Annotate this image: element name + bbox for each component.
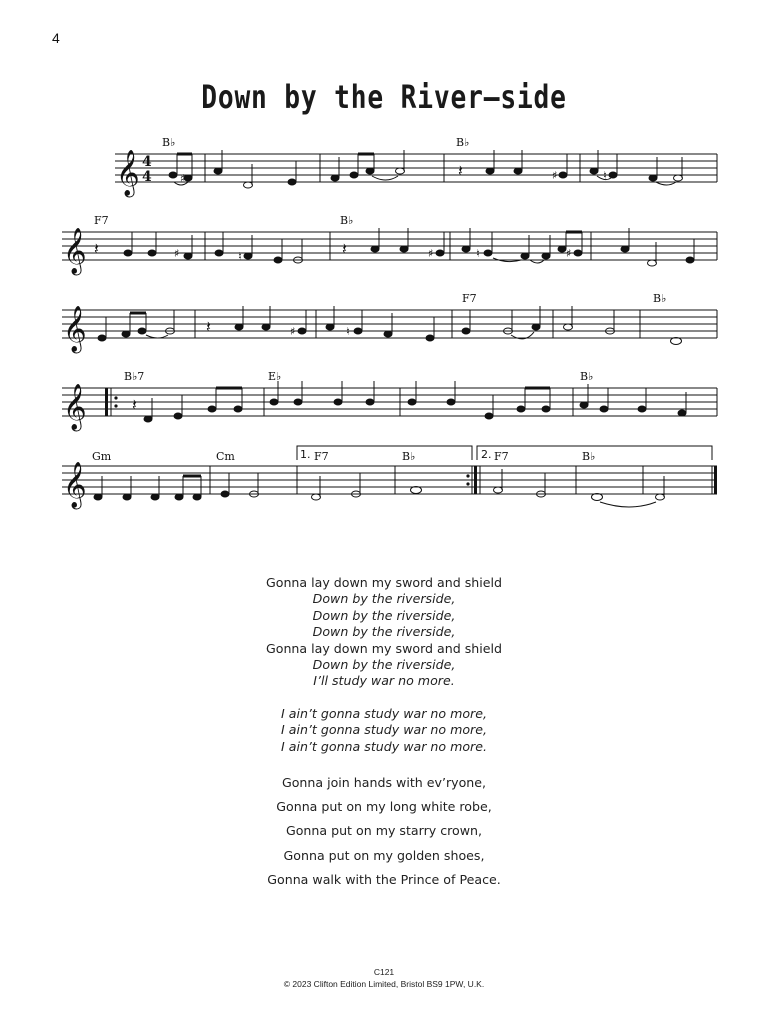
svg-text:♯: ♯ — [552, 169, 558, 182]
chord-symbol: Cm — [216, 450, 235, 463]
chord-symbol: F7 — [314, 450, 329, 463]
chord-symbol: F7 — [94, 214, 109, 227]
svg-text:♮: ♮ — [603, 169, 607, 182]
svg-text:♮: ♮ — [238, 250, 242, 263]
chord-symbol: B♭ — [582, 450, 596, 463]
lyric-line: Down by the riverside, — [312, 624, 456, 640]
lyric-line: Down by the riverside, — [312, 607, 456, 623]
lyric-line: I’ll study war no more. — [313, 673, 455, 689]
svg-text:𝄽: 𝄽 — [206, 317, 211, 336]
song-title: Down by the River–side — [201, 78, 567, 116]
lyric-line: Gonna lay down my sword and shield — [265, 575, 503, 590]
verse-line: Gonna put on my long white robe, — [276, 799, 492, 815]
svg-text:♯: ♯ — [566, 247, 572, 260]
chord-symbol: B♭7 — [124, 370, 145, 383]
svg-text:♯: ♯ — [174, 247, 180, 260]
verse-line: Gonna put on my golden shoes, — [283, 847, 485, 863]
verse-line: Gonna join hands with ev’ryone, — [281, 775, 487, 791]
page-number: 4 — [52, 30, 60, 46]
chorus-line: I ain’t gonna study war no more, — [281, 722, 487, 738]
treble-clef-icon: 𝄞 — [63, 462, 87, 508]
copyright-notice: © 2023 Clifton Edition Limited, Bristol BS9 1PW, U.K. — [283, 979, 485, 989]
chord-symbol: F7 — [462, 292, 477, 305]
chord-symbol: B♭ — [580, 370, 594, 383]
time-signature-icon — [142, 154, 152, 185]
lyric-line: Down by the riverside, — [312, 657, 456, 673]
chord-symbol: Gm — [92, 450, 112, 463]
svg-text:𝄽: 𝄽 — [458, 161, 463, 180]
lyrics — [184, 575, 584, 892]
verse-line: Gonna walk with the Prince of Peace. — [267, 871, 501, 887]
svg-text:♯: ♯ — [290, 325, 296, 338]
chord-symbol: B♭ — [653, 292, 667, 305]
chord-symbol: B♭ — [402, 450, 416, 463]
treble-clef-icon: 𝄞 — [63, 306, 87, 352]
svg-text:4: 4 — [142, 154, 152, 170]
footer — [0, 966, 768, 990]
chord-symbol: B♭ — [456, 136, 470, 149]
lyric-line: Down by the riverside, — [312, 591, 456, 607]
ending-label: 2. — [481, 448, 492, 461]
chord-symbol: F7 — [494, 450, 509, 463]
svg-text:𝄽: 𝄽 — [342, 239, 347, 258]
chord-symbol: B♭ — [340, 214, 354, 227]
notes — [94, 168, 694, 501]
treble-clef-icon: 𝄞 — [116, 150, 140, 196]
chorus-line: I ain’t gonna study war no more, — [281, 705, 487, 721]
publication-code: C121 — [373, 967, 395, 977]
ending-label: 1. — [300, 448, 311, 461]
staff-lines — [62, 154, 717, 494]
verse-line: Gonna put on my starry crown, — [285, 823, 483, 839]
music-score — [0, 130, 768, 530]
treble-clef-icon: 𝄞 — [63, 228, 87, 274]
svg-text:♮: ♮ — [476, 247, 480, 260]
chord-symbol: E♭ — [268, 370, 282, 383]
svg-text:𝄽: 𝄽 — [132, 395, 137, 414]
chorus-line: I ain’t gonna study war no more. — [281, 738, 487, 754]
chord-symbol: B♭ — [162, 136, 176, 149]
svg-text:♯: ♯ — [180, 172, 186, 185]
lyric-line: Gonna lay down my sword and shield — [265, 640, 503, 656]
treble-clef-icon: 𝄞 — [63, 384, 87, 430]
svg-text:𝄽: 𝄽 — [94, 239, 99, 258]
svg-text:4: 4 — [142, 169, 152, 185]
ending-labels — [300, 448, 492, 461]
score-svg — [0, 130, 768, 530]
svg-text:♯: ♯ — [428, 247, 434, 260]
svg-text:♮: ♮ — [346, 325, 350, 338]
